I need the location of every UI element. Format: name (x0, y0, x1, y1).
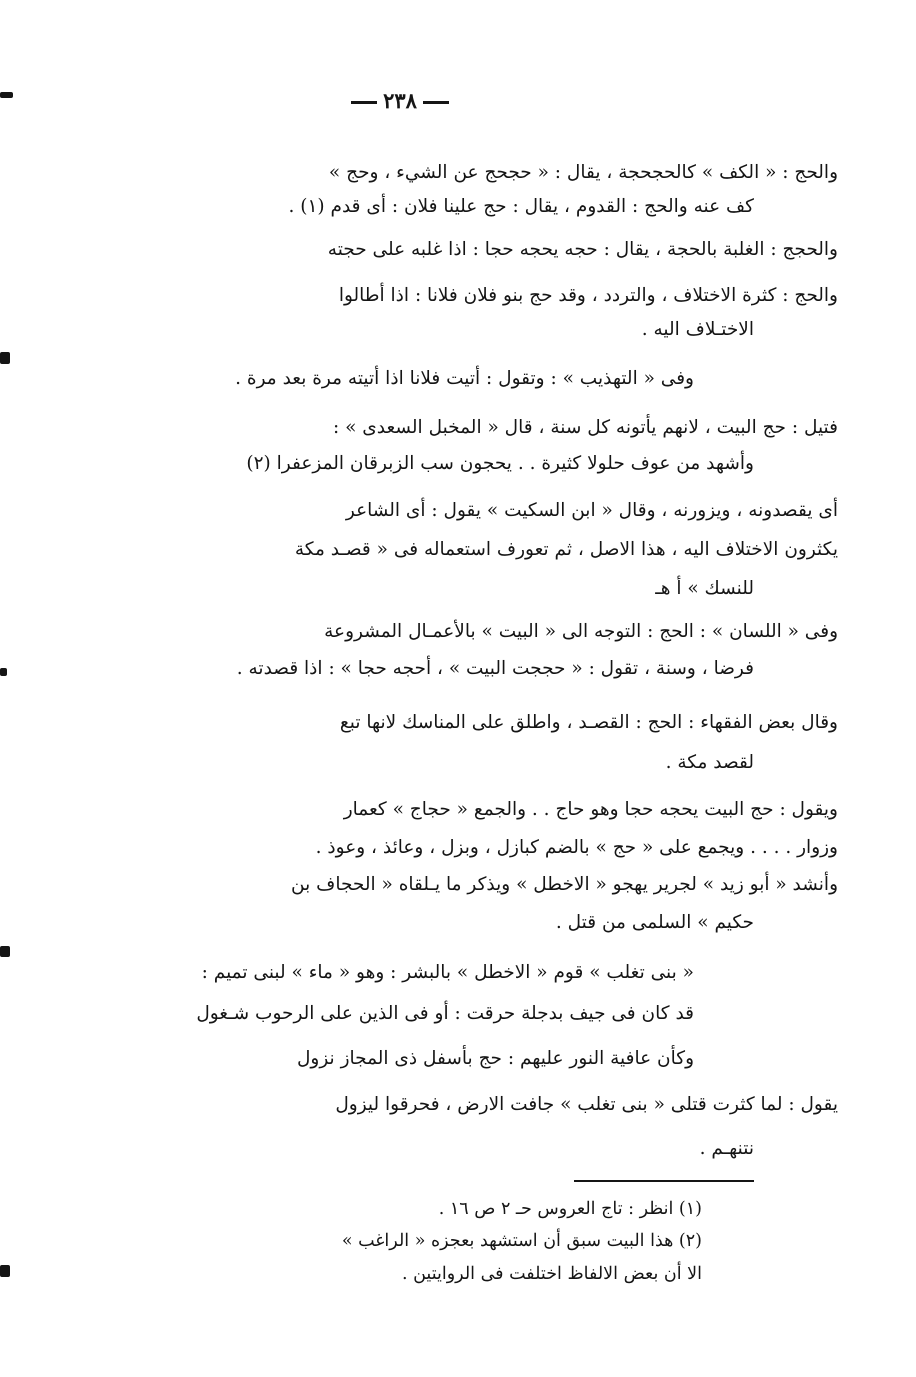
scan-margin-mark (0, 92, 13, 98)
text-line: كف عنه والحج : القدوم ، يقال : حج علينا فلان : أى قدم (١) . (288, 196, 754, 217)
footnote: (٢) هذا البيت سبق أن استشهد بعجزه « الراغب » (341, 1231, 702, 1251)
text-line: والحج : كثرة الاختلاف ، والتردد ، وقد حج بنو فلان فلانا : اذا أطالوا (338, 285, 838, 306)
verse-line: قد كان فى جيف بدجلة حرقت : أو فى الذين على الرحوب شـغول (196, 1003, 694, 1024)
text-line: حكيم » السلمى من قتل . (555, 912, 754, 933)
text-line: يكثرون الاختلاف اليه ، هذا الاصل ، ثم تعورف استعماله فى « قصـد مكة (294, 539, 838, 560)
footnote-continuation: الا أن بعض الالفاظ اختلفت فى الروايتين . (401, 1264, 702, 1284)
text-line: والحج : « الكف » كالحجحجة ، يقال : « حجحج عن الشيء ، وحج » (328, 162, 838, 183)
text-line: نتنهـم . (699, 1138, 754, 1159)
scan-margin-mark (0, 352, 10, 364)
page-number-dash (351, 101, 377, 104)
text-line: ويقول : حج البيت يحجه حجا وهو حاج . . والجمع « حجاج » كعمار (343, 799, 838, 820)
page-number-dash (423, 101, 449, 104)
text-line: وفى « اللسان » : الحج : التوجه الى « البيت » بالأعمـال المشروعة (324, 621, 838, 642)
verse-intro-line: « بنى تغلب » قوم « الاخطل » بالبشر : وهو « ماء » لبنى تميم : (201, 962, 694, 983)
text-line: وأنشد « أبو زيد » لجرير يهجو « الاخطل » ويذكر ما يـلقاه « الحجاف بن (291, 874, 838, 895)
text-line: أى يقصدونه ، ويزورنه ، وقال « ابن السكيت » يقول : أى الشاعر (345, 500, 838, 521)
footnote-separator (574, 1180, 754, 1182)
page-number-text: ٢٣٨ (383, 88, 417, 113)
verse-line: وكأن عافية النور عليهم : حج بأسفل ذى المجاز نزول (296, 1048, 694, 1069)
text-line: للنسك » أ هـ (655, 578, 754, 599)
text-line: والحجج : الغلبة بالحجة ، يقال : حجه يحجه حجا : اذا غلبه على حجته (327, 239, 838, 260)
text-line: وقال بعض الفقهاء : الحج : القصـد ، واطلق على المناسك لانها تبع (339, 712, 838, 733)
text-line: الاختـلاف اليه . (641, 319, 754, 340)
scan-margin-mark (0, 668, 7, 676)
text-line: وأشهد من عوف حلولا كثيرة . . يحجون سب الزبرقان المزعفرا (٢) (246, 453, 754, 474)
scan-margin-mark (0, 946, 10, 957)
text-line: فتيل : حج البيت ، لانهم يأتونه كل سنة ، قال « المخبل السعدى » : (332, 417, 838, 438)
footnote: (١) انظر : تاج العروس حـ ٢ ص ١٦ . (438, 1199, 702, 1219)
text-line: لقصد مكة . (665, 752, 754, 773)
text-line: يقول : لما كثرت قتلى « بنى تغلب » جافت الارض ، فحرقوا ليزول (335, 1094, 838, 1115)
text-line: وزوار . . . . ويجمع على « حج » بالضم كبازل ، وبزل ، وعائذ ، وعوذ . (315, 837, 838, 858)
scan-margin-mark (0, 1265, 10, 1277)
page-number (300, 88, 500, 113)
text-line: وفى « التهذيب » : وتقول : أتيت فلانا اذا أتيته مرة بعد مرة . (235, 368, 694, 389)
text-line: فرضا ، وسنة ، تقول : « حججت البيت » ، أحجه حجا » : اذا قصدته . (236, 658, 754, 679)
